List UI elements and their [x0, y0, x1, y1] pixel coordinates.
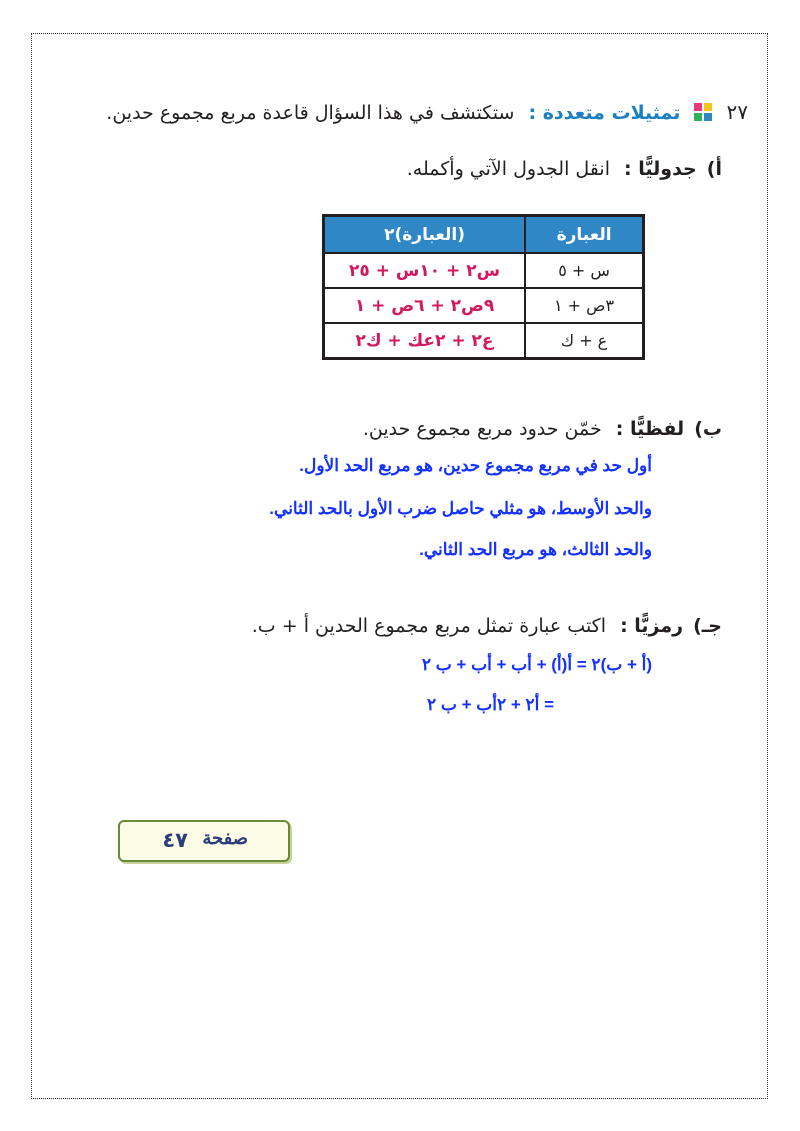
part-a-text: انقل الجدول الآتي وأكمله. — [406, 158, 610, 180]
table-header-square: (العبارة)٢ — [324, 216, 526, 254]
part-c-answer-1: (أ + ب)٢ = أ(أ) + أب + أب + ب ٢ — [421, 655, 652, 674]
table-cell-expr: ٣ص + ١ — [525, 288, 643, 323]
multiple-representations-icon — [692, 101, 714, 123]
part-b-text: خمّن حدود مربع مجموع حدين. — [362, 418, 602, 440]
page-number: ٤٧ — [162, 828, 188, 852]
question-text: ستكتشف في هذا السؤال قاعدة مربع مجموع حدين. — [106, 102, 515, 124]
expression-table — [322, 214, 645, 360]
page-border — [31, 33, 768, 1099]
part-a-label: جدوليًّا : — [624, 158, 697, 180]
table-cell-square: ٩ص٢ + ٦ص + ١ — [324, 288, 526, 323]
table-row — [324, 253, 644, 288]
part-c-text: اكتب عبارة تمثل مربع مجموع الحدين أ + ب. — [251, 615, 607, 637]
part-a-heading — [407, 158, 722, 180]
part-b-answer-1: أول حد في مربع مجموع حدين، هو مربع الحد الأول. — [299, 456, 652, 475]
question-header — [48, 100, 748, 124]
part-c-letter: جـ) — [693, 615, 722, 637]
table-row — [324, 323, 644, 359]
part-c-heading — [252, 615, 722, 637]
table-cell-expr: س + ٥ — [525, 253, 643, 288]
table-cell-square: س٢ + ١٠س + ٢٥ — [324, 253, 526, 288]
table-header-expr: العبارة — [525, 216, 643, 254]
part-b-answer-2: والحد الأوسط، هو مثلي حاصل ضرب الأول بالحد الثاني. — [269, 499, 652, 518]
part-b-label: لفظيًّا : — [615, 418, 685, 440]
page-number-badge — [118, 820, 290, 862]
table-cell-square: ع٢ + ٢عك + ك٢ — [324, 323, 526, 359]
part-c-label: رمزيًّا : — [620, 615, 684, 637]
question-number: ٢٧ — [726, 100, 748, 124]
table-cell-expr: ع + ك — [525, 323, 643, 359]
part-b-heading — [363, 418, 722, 440]
part-c-answer-2: = أ٢ + ٢أب + ب ٢ — [427, 695, 554, 714]
question-tag: تمثيلات متعددة : — [528, 102, 681, 124]
part-b-answer-3: والحد الثالث، هو مربع الحد الثاني. — [419, 540, 652, 559]
table-row — [324, 288, 644, 323]
part-a-letter: أ) — [706, 158, 722, 180]
part-b-letter: ب) — [694, 418, 722, 440]
page-label: صفحة — [202, 828, 248, 849]
